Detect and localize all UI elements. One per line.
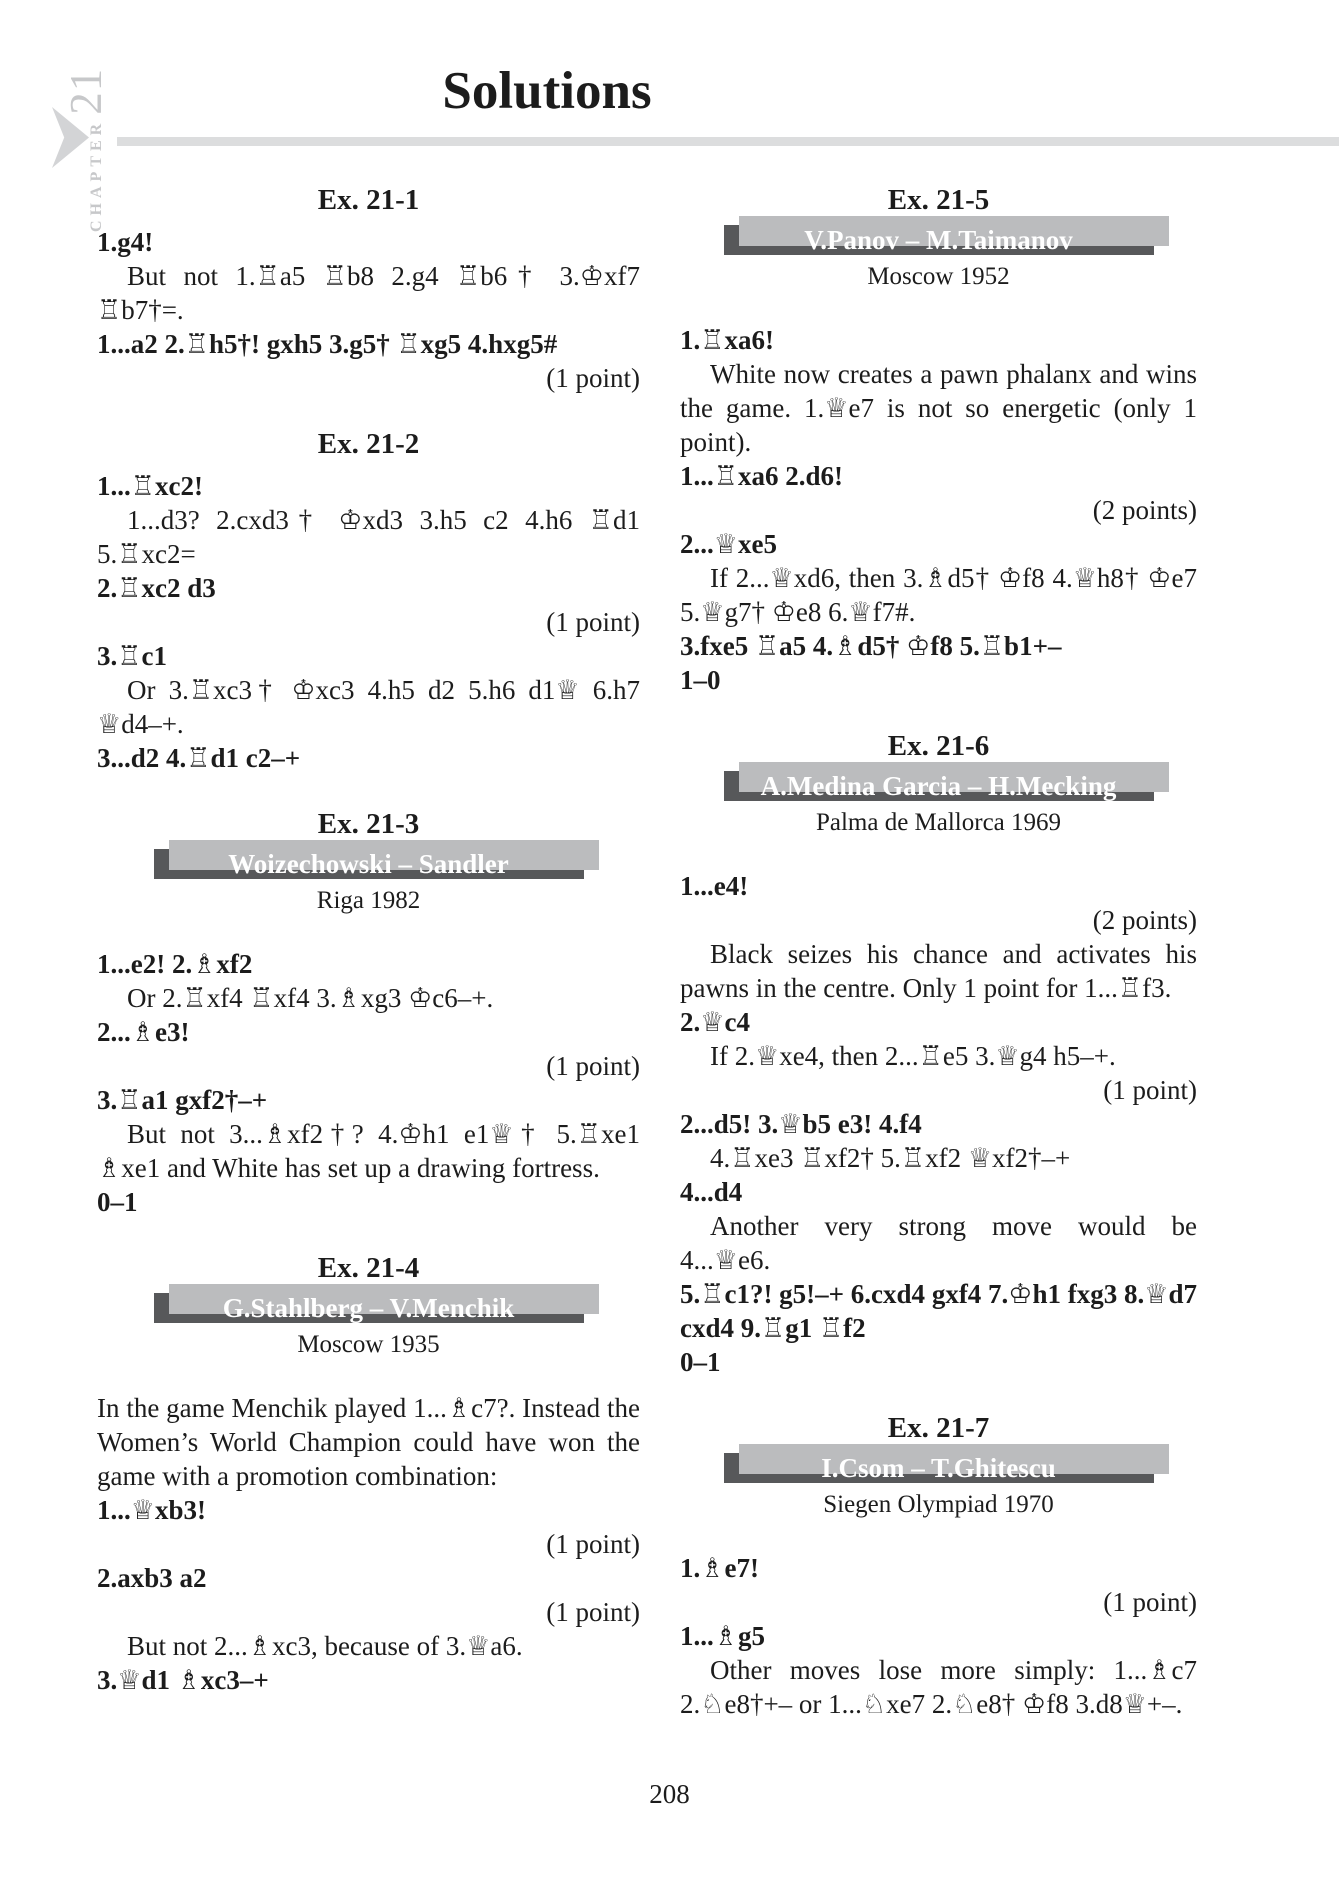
move-line: 3.♖a1 gxf2†–+ xyxy=(97,1085,268,1115)
points-line: (2 points) xyxy=(1092,905,1197,935)
points-line: (1 point) xyxy=(1103,1075,1197,1105)
variation-line: White now creates a pawn phalanx and wins the game. 1.♕e7 is not so energetic (only 1 point). xyxy=(680,359,1197,457)
move-line: 1...♗g5 xyxy=(680,1621,765,1651)
game-players: A.Medina Garcia – H.Mecking xyxy=(760,771,1117,801)
result-line: 0–1 xyxy=(680,1347,721,1377)
move-line: 1...e4! xyxy=(680,871,749,901)
move-line: 2...♕xe5 xyxy=(680,529,777,559)
move-line: 1.♖xa6! xyxy=(680,325,774,355)
chapter-word: CHAPTER xyxy=(88,118,105,232)
variation-line: If 2...♕xd6, then 3.♗d5† ♔f8 4.♕h8† ♔e7 5.♕g7† ♔e8 6.♕f7#. xyxy=(680,563,1197,627)
result-line: 0–1 xyxy=(97,1187,138,1217)
page-number: 208 xyxy=(649,1779,690,1809)
exercise-heading: Ex. 21-7 xyxy=(887,1412,990,1444)
exercise-heading: Ex. 21-5 xyxy=(887,184,990,216)
variation-line: But not 1.♖a5 ♖b8 2.g4 ♖b6† 3.♔xf7 ♖b7†=. xyxy=(97,261,640,325)
result-line: 1–0 xyxy=(680,665,721,695)
column-left xyxy=(97,182,640,1728)
game-header-bar xyxy=(154,849,584,879)
game-venue: Moscow 1952 xyxy=(867,263,1010,290)
game-header-bar xyxy=(154,1293,584,1323)
exercise-section xyxy=(680,728,1197,1379)
move-line: 5.♖c1?! g5!–+ 6.cxd4 gxf4 7.♔h1 fxg3 8.♕d7 cxd4 9.♖g1 ♖f2 xyxy=(680,1279,1197,1343)
exercise-section xyxy=(680,182,1197,697)
move-line: 2...d5! 3.♕b5 e3! 4.f4 xyxy=(680,1109,922,1139)
move-line: 1...♖xa6 2.d6! xyxy=(680,461,843,491)
variation-line: Or 2.♖xf4 ♖xf4 3.♗xg3 ♔c6–+. xyxy=(127,983,494,1013)
exercise-section xyxy=(97,1250,640,1697)
exercise-section xyxy=(97,426,640,775)
variation-line: Other moves lose more simply: 1...♗c7 2.♘e8†+– or 1...♘xe7 2.♘e8† ♔f8 3.d8♕+–. xyxy=(680,1655,1197,1719)
game-header-bar xyxy=(724,225,1154,255)
points-line: (2 points) xyxy=(1092,495,1197,525)
game-players: I.Csom – T.Ghitescu xyxy=(821,1453,1056,1483)
game-venue: Palma de Mallorca 1969 xyxy=(815,809,1062,836)
exercise-section xyxy=(97,806,640,1219)
points-line: (1 point) xyxy=(546,363,640,393)
content-columns xyxy=(97,182,1197,1752)
variation-line: But not 3...♗xf2†? 4.♔h1 e1♕† 5.♖xe1 ♗xe1 and White has set up a drawing fortress. xyxy=(97,1119,640,1183)
exercise-heading: Ex. 21-2 xyxy=(317,428,420,460)
game-players: G.Stahlberg – V.Menchik xyxy=(222,1293,515,1323)
move-line: 1.g4! xyxy=(97,227,154,257)
move-line: 1...♕xb3! xyxy=(97,1495,206,1525)
points-line: (1 point) xyxy=(546,1529,640,1559)
exercise-heading: Ex. 21-3 xyxy=(317,808,420,840)
game-header-bar xyxy=(724,1453,1154,1483)
exercise-section xyxy=(680,1410,1197,1721)
move-line: 1...a2 2.♖h5†! gxh5 3.g5† ♖xg5 4.hxg5# xyxy=(97,329,558,359)
move-line: 3.♕d1 ♗xc3–+ xyxy=(97,1665,269,1695)
variation-line: Another very strong move would be 4...♕e6. xyxy=(680,1211,1197,1275)
points-line: (1 point) xyxy=(546,1051,640,1081)
exercise-section xyxy=(97,182,640,395)
exercise-heading: Ex. 21-1 xyxy=(317,184,420,216)
game-venue: Riga 1982 xyxy=(316,887,421,914)
move-line: 1...e2! 2.♗xf2 xyxy=(97,949,253,979)
variation-line: Black seizes his chance and activates his pawns in the centre. Only 1 point for 1...♖f3. xyxy=(680,939,1197,1003)
move-line: 2.♕c4 xyxy=(680,1007,750,1037)
column-right xyxy=(680,182,1197,1752)
page-title: Solutions xyxy=(442,62,652,120)
move-line: 3.fxe5 ♖a5 4.♗d5† ♔f8 5.♖b1+– xyxy=(680,631,1062,661)
game-header-bar xyxy=(724,771,1154,801)
text-line: In the game Menchik played 1...♗c7?. Instead the Women’s World Champion could have won the game with a promotion combination: xyxy=(97,1393,640,1491)
move-line: 1.♗e7! xyxy=(680,1553,759,1583)
exercise-heading: Ex. 21-6 xyxy=(887,730,990,762)
game-players: Woizechowski – Sandler xyxy=(228,849,509,879)
variation-line: If 2.♕xe4, then 2...♖e5 3.♕g4 h5–+. xyxy=(710,1041,1116,1071)
move-line: 2.axb3 a2 xyxy=(97,1563,207,1593)
game-players: V.Panov – M.Taimanov xyxy=(804,225,1073,255)
game-venue: Siegen Olympiad 1970 xyxy=(823,1491,1054,1518)
move-line: 1...♖xc2! xyxy=(97,471,203,501)
points-line: (1 point) xyxy=(1103,1587,1197,1617)
points-line: (1 point) xyxy=(546,607,640,637)
title-band xyxy=(117,137,1339,146)
variation-line: Or 3.♖xc3† ♔xc3 4.h5 d2 5.h6 d1♕ 6.h7 ♕d4–+. xyxy=(97,675,640,739)
move-line: 3.♖c1 xyxy=(97,641,167,671)
variation-line: But not 2...♗xc3, because of 3.♕a6. xyxy=(127,1631,523,1661)
move-line: 2...♗e3! xyxy=(97,1017,190,1047)
points-line: (1 point) xyxy=(546,1597,640,1627)
move-line: 2.♖xc2 d3 xyxy=(97,573,216,603)
variation-line: 1...d3? 2.cxd3† ♔xd3 3.h5 c2 4.h6 ♖d1 5.♖xc2= xyxy=(97,505,640,569)
variation-line: 4.♖xe3 ♖xf2† 5.♖xf2 ♕xf2†–+ xyxy=(710,1143,1071,1173)
game-venue: Moscow 1935 xyxy=(297,1331,440,1358)
exercise-heading: Ex. 21-4 xyxy=(317,1252,420,1284)
chapter-number: 21 xyxy=(61,67,111,115)
move-line: 3...d2 4.♖d1 c2–+ xyxy=(97,743,301,773)
move-line: 4...d4 xyxy=(680,1177,743,1207)
